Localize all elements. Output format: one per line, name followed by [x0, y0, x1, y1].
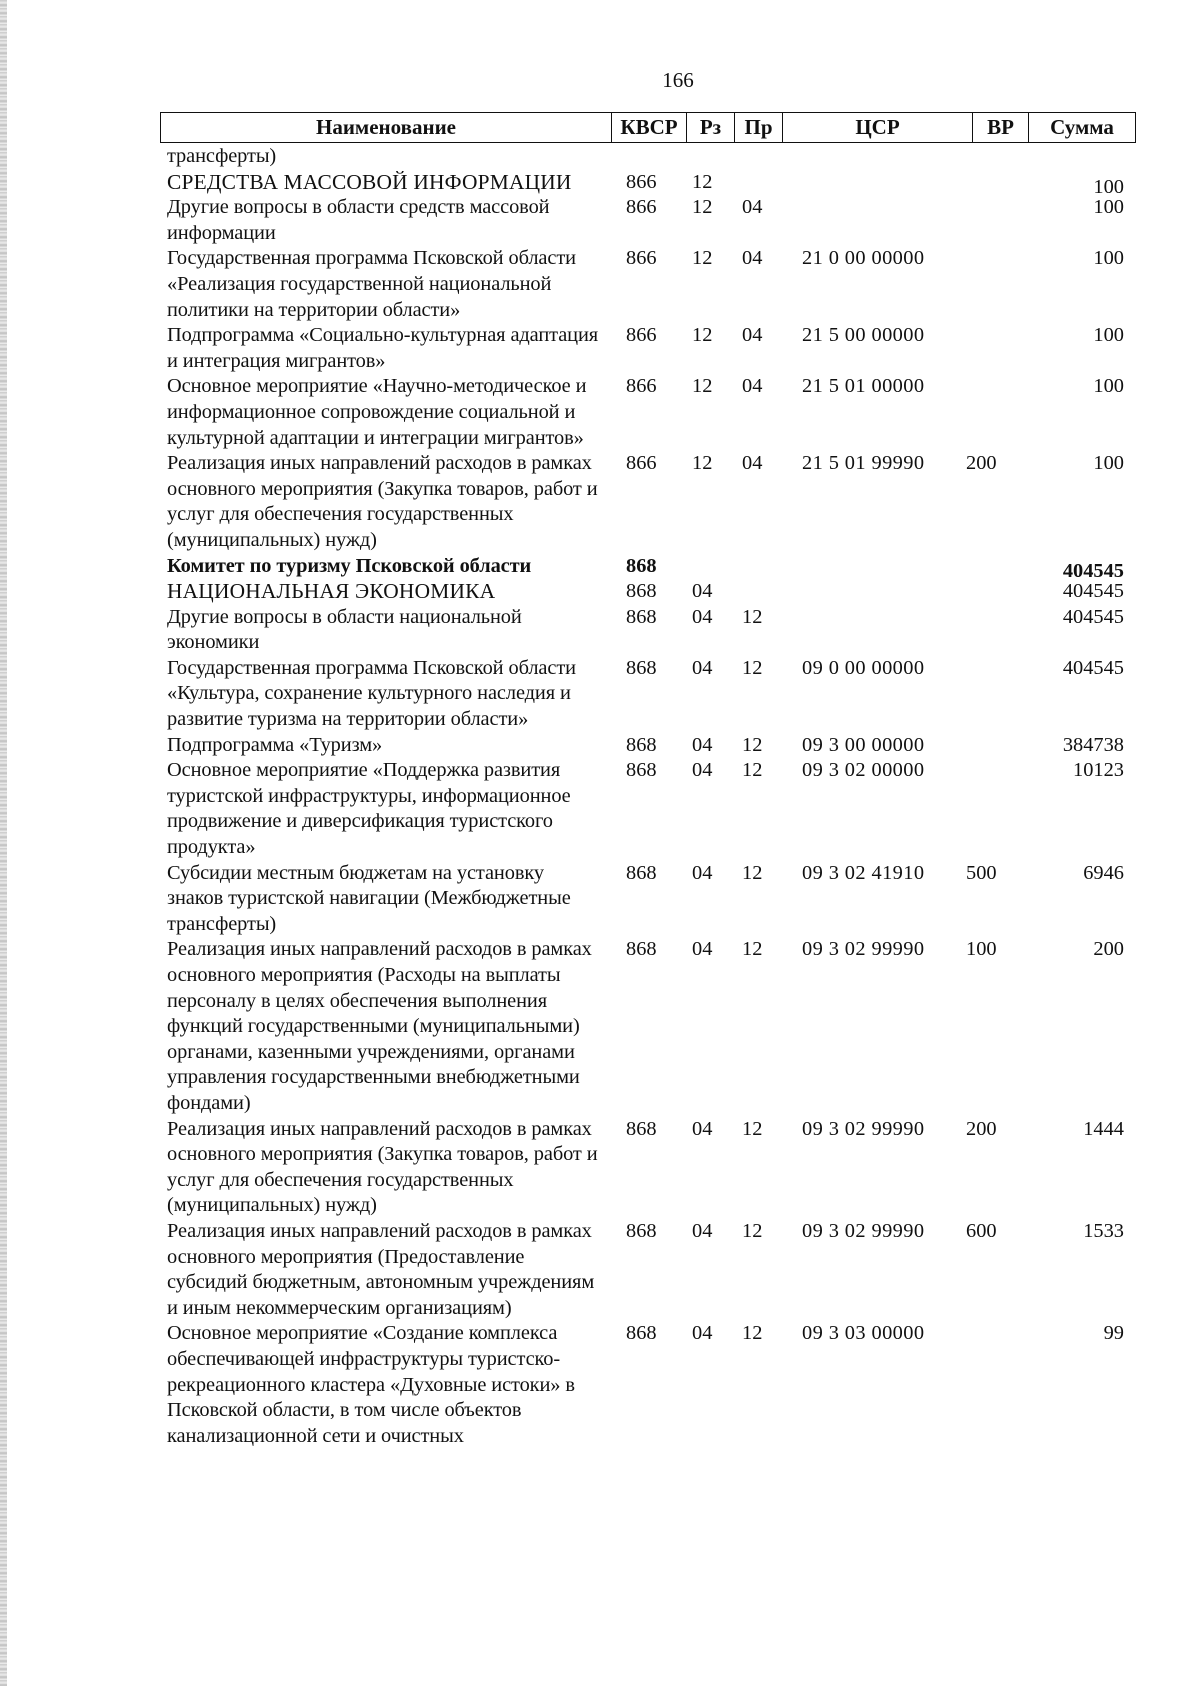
row-pr: 04	[742, 375, 763, 398]
row-pr: 12	[742, 1219, 763, 1242]
row-rz: 04	[692, 580, 713, 603]
row-sum: 100	[1093, 196, 1124, 219]
row-name: Основное мероприятие «Научно-методическое и информационное сопровождение социальной и культурной адаптации и интеграции мигрантов»	[167, 375, 587, 449]
table-row	[0, 246, 1200, 323]
row-rz: 04	[692, 733, 713, 756]
row-pr: 12	[742, 861, 763, 884]
row-name: Реализация иных направлений расходов в рамках основного мероприятия (Расходы на выплаты персоналу в целях обеспечения выполнения функций государственными (муниципальными) органами, казенными учреждениями, органами управления государственными внебюджетными фондами)	[167, 938, 592, 1114]
table-row	[0, 579, 1200, 605]
row-name: Реализация иных направлений расходов в рамках основного мероприятия (Закупка товаров, работ и услуг для обеспечения государственных (муниципальных) нужд)	[167, 452, 598, 551]
row-name: Подпрограмма «Социально-культурная адаптация и интеграция мигрантов»	[167, 324, 599, 372]
row-name: Подпрограмма «Туризм»	[167, 733, 383, 756]
row-name: Другие вопросы в области средств массовой информации	[167, 196, 550, 244]
row-rz: 04	[692, 605, 713, 628]
row-kvsr: 866	[626, 375, 657, 398]
row-rz: 12	[692, 324, 713, 347]
table-row	[0, 1321, 1200, 1449]
row-pr: 04	[742, 247, 763, 270]
header-kvsr: КВСР	[612, 113, 687, 142]
row-pr: 12	[742, 1322, 763, 1345]
row-kvsr: 868	[626, 580, 657, 603]
row-kvsr: 868	[626, 605, 657, 628]
row-kvsr: 868	[626, 656, 657, 679]
row-csr: 21 5 01 00000	[802, 375, 925, 398]
row-name: Другие вопросы в области национальной экономики	[167, 605, 522, 654]
row-rz: 04	[692, 938, 713, 961]
row-kvsr: 866	[626, 247, 657, 270]
row-csr: 21 0 00 00000	[802, 247, 925, 270]
table-row	[0, 170, 1200, 196]
row-sum: 100	[1093, 247, 1124, 270]
row-name: Комитет по туризму Псковской области	[167, 554, 532, 577]
row-vr: 200	[966, 452, 997, 475]
row-rz: 04	[692, 656, 713, 679]
row-name: СРЕДСТВА МАССОВОЙ ИНФОРМАЦИИ	[167, 169, 572, 194]
row-name: НАЦИОНАЛЬНАЯ ЭКОНОМИКА	[167, 579, 496, 604]
row-name: Субсидии местным бюджетам на установку знаков туристской навигации (Межбюджетные трансферты)	[167, 861, 571, 935]
row-name: Реализация иных направлений расходов в рамках основного мероприятия (Закупка товаров, работ и услуг для обеспечения государственных (муниципальных) нужд)	[167, 1117, 598, 1217]
row-csr: 09 3 03 00000	[802, 1322, 925, 1345]
row-kvsr: 866	[626, 170, 657, 193]
row-sum: 99	[1103, 1322, 1124, 1345]
row-kvsr: 868	[626, 938, 657, 961]
row-sum: 100	[1093, 375, 1124, 398]
row-kvsr: 868	[626, 1117, 657, 1140]
row-csr: 21 5 01 99990	[802, 452, 925, 475]
row-rz: 04	[692, 1322, 713, 1345]
row-vr: 100	[966, 938, 997, 961]
row-kvsr: 868	[626, 733, 657, 756]
row-csr: 09 3 00 00000	[802, 733, 925, 756]
row-name: Основное мероприятие «Поддержка развития туристской инфраструктуры, информационное продвижение и диверсификация туристского продукта»	[167, 759, 571, 859]
row-sum: 404545	[1062, 559, 1124, 582]
table-row	[0, 656, 1200, 733]
row-sum: 384738	[1062, 733, 1124, 756]
row-kvsr: 868	[626, 759, 657, 782]
table-row	[0, 554, 1200, 580]
row-kvsr: 868	[626, 1219, 657, 1242]
row-name: Государственная программа Псковской области «Реализация государственной национальной политики на территории области»	[167, 247, 576, 321]
row-sum: 404545	[1062, 605, 1124, 628]
row-kvsr: 866	[626, 196, 657, 219]
table-row	[0, 937, 1200, 1116]
header-name: Наименование	[161, 113, 612, 142]
row-sum: 200	[1093, 938, 1124, 961]
row-rz: 12	[692, 196, 713, 219]
header-csr: ЦСР	[783, 113, 973, 142]
row-rz: 12	[692, 452, 713, 475]
row-kvsr: 868	[626, 861, 657, 884]
header-pr: Пр	[735, 113, 783, 142]
table-row	[0, 861, 1200, 938]
row-rz: 04	[692, 1219, 713, 1242]
table-row	[0, 1117, 1200, 1219]
header-vr: ВР	[973, 113, 1029, 142]
header-rz: Рз	[687, 113, 735, 142]
row-csr: 09 3 02 00000	[802, 759, 925, 782]
row-csr: 09 3 02 99990	[802, 1219, 925, 1242]
row-kvsr: 868	[626, 1322, 657, 1345]
table-row	[0, 758, 1200, 860]
row-pr: 12	[742, 1117, 763, 1140]
row-sum: 100	[1093, 324, 1124, 347]
row-vr: 200	[966, 1117, 997, 1140]
row-kvsr: 866	[626, 452, 657, 475]
header-sum: Сумма	[1050, 115, 1114, 139]
row-name: Государственная программа Псковской области «Культура, сохранение культурного наследия и развитие туризма на территории области»	[167, 656, 576, 731]
row-rz: 12	[692, 375, 713, 398]
row-pr: 04	[742, 324, 763, 347]
row-sum: 1444	[1083, 1117, 1124, 1140]
row-pr: 12	[742, 938, 763, 961]
row-pr: 12	[742, 656, 763, 679]
row-csr: 09 3 02 99990	[802, 1117, 925, 1140]
row-csr: 09 0 00 00000	[802, 656, 925, 679]
row-kvsr: 868	[626, 554, 657, 577]
row-pr: 12	[742, 733, 763, 756]
row-kvsr: 866	[626, 324, 657, 347]
row-name: Реализация иных направлений расходов в рамках основного мероприятия (Предоставление субсидий бюджетным, автономным учреждениям и иным некоммерческим организациям)	[167, 1219, 595, 1319]
table-body	[0, 144, 1200, 1449]
table-row	[0, 451, 1200, 553]
row-rz: 12	[692, 170, 713, 193]
table-row	[0, 323, 1200, 374]
table-row	[0, 195, 1200, 246]
row-sum: 6946	[1083, 861, 1124, 884]
row-name: трансферты)	[167, 145, 277, 167]
table-row	[0, 144, 1200, 170]
row-rz: 04	[692, 861, 713, 884]
row-csr: 09 3 02 99990	[802, 938, 925, 961]
row-vr: 500	[966, 861, 997, 884]
row-pr: 12	[742, 605, 763, 628]
row-pr: 04	[742, 196, 763, 219]
row-sum: 404545	[1062, 580, 1124, 603]
row-rz: 04	[692, 1117, 713, 1140]
table-row	[0, 605, 1200, 656]
row-sum: 100	[1093, 452, 1124, 475]
row-sum: 10123	[1073, 759, 1124, 782]
table-row	[0, 374, 1200, 451]
table-row	[0, 733, 1200, 759]
row-rz: 04	[692, 759, 713, 782]
page-number: 166	[662, 68, 694, 92]
row-sum: 404545	[1062, 656, 1124, 679]
row-sum: 100	[1093, 175, 1124, 198]
row-csr: 09 3 02 41910	[802, 861, 925, 884]
row-sum: 1533	[1083, 1219, 1124, 1242]
table-header	[160, 112, 1136, 143]
row-name: Основное мероприятие «Создание комплекса обеспечивающей инфраструктуры туристско-рекреационного кластера «Духовные истоки» в Псковской области, в том числе объектов канализационной сети и очистных	[167, 1322, 575, 1447]
row-vr: 600	[966, 1219, 997, 1242]
table-row	[0, 1219, 1200, 1321]
row-pr: 04	[742, 452, 763, 475]
row-csr: 21 5 00 00000	[802, 324, 925, 347]
row-pr: 12	[742, 759, 763, 782]
row-rz: 12	[692, 247, 713, 270]
